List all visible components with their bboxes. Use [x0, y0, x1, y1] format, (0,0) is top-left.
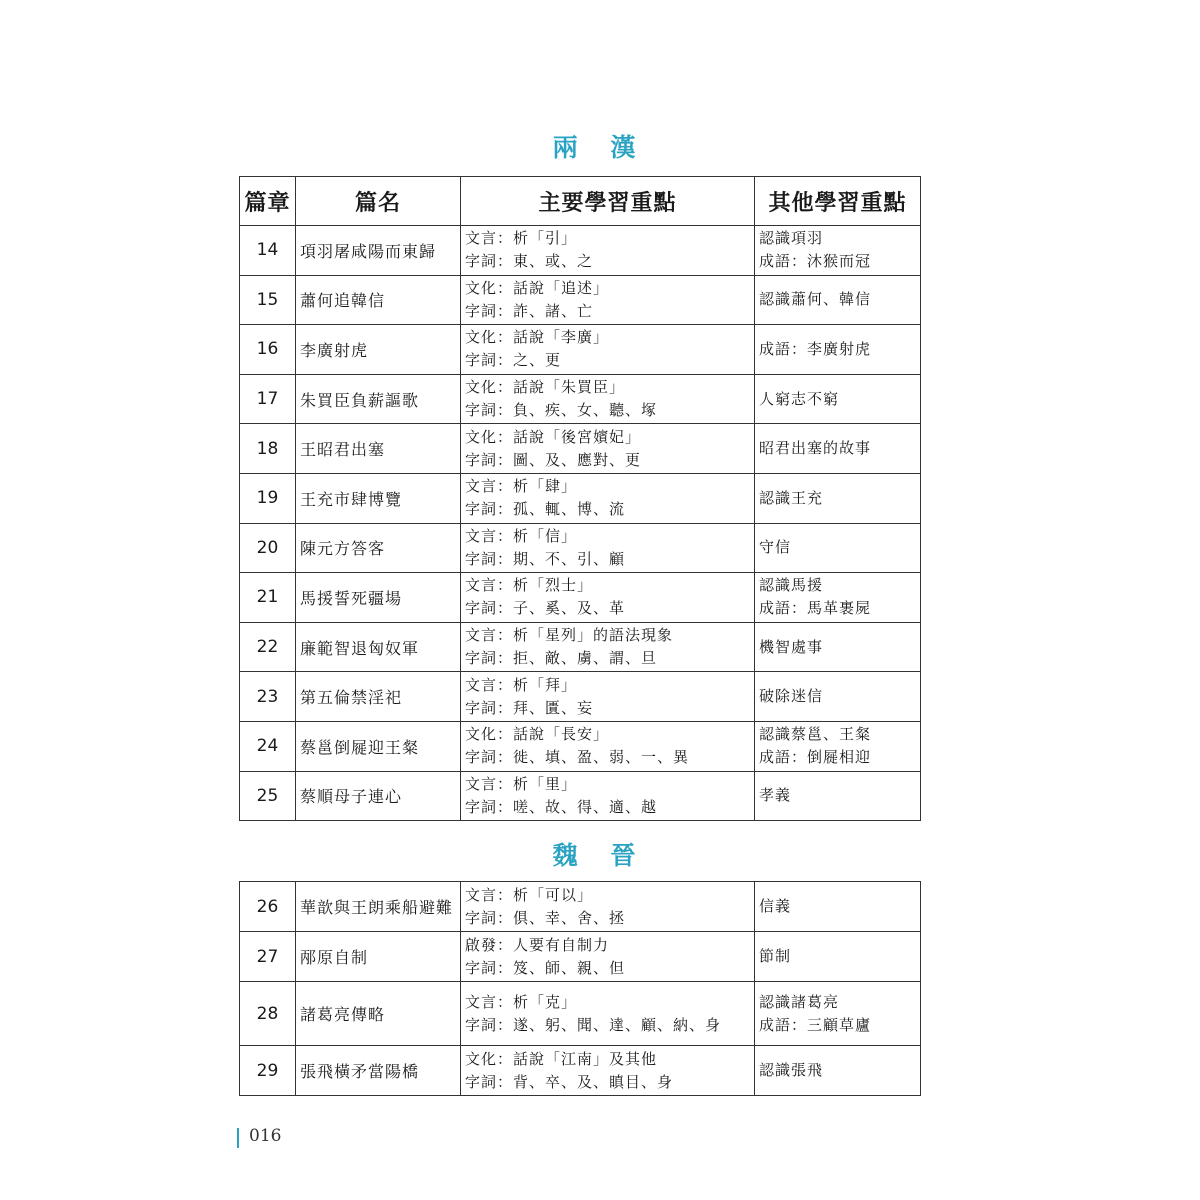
other-focus-cell — [755, 523, 921, 573]
header-title: 篇名 — [296, 177, 461, 226]
table-row — [240, 882, 921, 932]
header-other-focus: 其他學習重點 — [755, 177, 921, 226]
other-focus-cell — [755, 573, 921, 623]
other-focus-line: 認識蕭何、韓信 — [759, 290, 872, 309]
table-row — [240, 473, 921, 523]
chapter-number: 27 — [240, 932, 296, 982]
chapter-title: 陳元方答客 — [296, 523, 461, 573]
table-row — [240, 1046, 921, 1096]
main-focus-line: 字詞：孤、輒、博、流 — [465, 500, 626, 519]
table-row — [240, 275, 921, 325]
other-focus-cell — [755, 721, 921, 771]
main-focus-line: 文言：析「肆」 — [465, 477, 578, 496]
other-focus-cell — [755, 325, 921, 375]
main-focus-line: 字詞：之、更 — [465, 351, 562, 370]
main-focus-line: 字詞：背、卒、及、瞋目、身 — [465, 1072, 674, 1091]
main-focus-line: 文化：話說「李廣」 — [465, 328, 610, 347]
other-focus-line: 認識諸葛亮 — [759, 992, 840, 1011]
main-focus-line: 字詞：遂、躬、聞、達、顧、納、身 — [465, 1015, 722, 1034]
other-focus-line: 成語：李廣射虎 — [759, 339, 872, 358]
main-focus-line: 字詞：詐、諸、亡 — [465, 301, 594, 320]
other-focus-line: 節制 — [759, 947, 792, 965]
table-row — [240, 424, 921, 474]
chapter-number: 21 — [240, 573, 296, 623]
page-number: 016 — [249, 1126, 282, 1146]
main-focus-line: 文言：析「可以」 — [465, 885, 594, 904]
table-row — [240, 374, 921, 424]
main-focus-cell — [461, 424, 755, 474]
main-focus-cell — [461, 622, 755, 672]
chapter-number: 26 — [240, 882, 296, 932]
chapter-number: 24 — [240, 721, 296, 771]
chapter-title: 項羽屠咸陽而東歸 — [296, 226, 461, 276]
main-focus-cell — [461, 226, 755, 276]
main-focus-line: 文言：析「里」 — [465, 774, 578, 793]
table-row — [240, 226, 921, 276]
chapter-number: 15 — [240, 275, 296, 325]
other-focus-cell — [755, 882, 921, 932]
table-row — [240, 325, 921, 375]
main-focus-line: 字詞：期、不、引、顧 — [465, 549, 626, 568]
table-row — [240, 523, 921, 573]
other-focus-line: 認識蔡邕、王粲 — [759, 725, 872, 744]
table-row — [240, 672, 921, 722]
chapter-number: 19 — [240, 473, 296, 523]
chapter-title: 王昭君出塞 — [296, 424, 461, 474]
chapter-number: 16 — [240, 325, 296, 375]
other-focus-cell — [755, 932, 921, 982]
main-focus-cell — [461, 721, 755, 771]
other-focus-line: 成語：三顧草廬 — [759, 1015, 872, 1034]
main-focus-line: 文言：析「拜」 — [465, 675, 578, 694]
section-title-han: 兩 漢 — [552, 133, 648, 162]
other-focus-line: 昭君出塞的故事 — [759, 439, 872, 458]
main-focus-line: 字詞：拒、敵、虜、謂、旦 — [465, 649, 658, 668]
main-focus-cell — [461, 374, 755, 424]
other-focus-line: 人窮志不窮 — [759, 389, 840, 408]
other-focus-line: 成語：馬革裹屍 — [759, 599, 872, 618]
chapter-number: 17 — [240, 374, 296, 424]
other-focus-cell — [755, 622, 921, 672]
main-focus-cell — [461, 982, 755, 1046]
main-focus-cell — [461, 325, 755, 375]
header-chapter: 篇章 — [240, 177, 296, 226]
main-focus-cell — [461, 473, 755, 523]
main-focus-line: 文化：話說「追述」 — [465, 278, 610, 297]
table-row — [240, 721, 921, 771]
chapter-number: 14 — [240, 226, 296, 276]
main-focus-line: 字詞：俱、幸、舍、拯 — [465, 908, 626, 927]
other-focus-line: 機智處事 — [759, 637, 824, 656]
main-focus-line: 字詞：笈、師、親、但 — [465, 958, 626, 977]
main-focus-line: 字詞：圖、及、應對、更 — [465, 450, 642, 469]
main-focus-line: 字詞：東、或、之 — [465, 252, 594, 271]
main-focus-line: 文化：話說「朱買臣」 — [465, 378, 626, 397]
chapter-title: 第五倫禁淫祀 — [296, 672, 461, 722]
other-focus-line: 守信 — [759, 538, 792, 557]
other-focus-cell — [755, 275, 921, 325]
other-focus-cell — [755, 771, 921, 821]
other-focus-cell — [755, 226, 921, 276]
footer-accent-bar — [237, 1128, 239, 1148]
main-focus-line: 文化：話說「江南」及其他 — [465, 1049, 658, 1068]
other-focus-cell — [755, 982, 921, 1046]
han-table — [239, 176, 921, 821]
chapter-number: 29 — [240, 1046, 296, 1096]
chapter-title: 諸葛亮傳略 — [296, 982, 461, 1046]
table-row — [240, 573, 921, 623]
other-focus-cell — [755, 672, 921, 722]
main-focus-line: 字詞：子、奚、及、革 — [465, 599, 626, 618]
other-focus-cell — [755, 374, 921, 424]
chapter-title: 廉範智退匈奴軍 — [296, 622, 461, 672]
table-row — [240, 932, 921, 982]
chapter-number: 20 — [240, 523, 296, 573]
main-focus-line: 字詞：拜、匱、妄 — [465, 698, 594, 717]
other-focus-cell — [755, 424, 921, 474]
main-focus-line: 文言：析「克」 — [465, 992, 578, 1011]
chapter-title: 蔡順母子連心 — [296, 771, 461, 821]
chapter-title: 張飛橫矛當陽橋 — [296, 1046, 461, 1096]
other-focus-line: 信義 — [759, 897, 792, 915]
table-row — [240, 771, 921, 821]
main-focus-cell — [461, 1046, 755, 1096]
main-focus-cell — [461, 275, 755, 325]
main-focus-cell — [461, 573, 755, 623]
table-row — [240, 982, 921, 1046]
chapter-title: 馬援誓死疆場 — [296, 573, 461, 623]
chapter-title: 朱買臣負薪謳歌 — [296, 374, 461, 424]
main-focus-line: 文言：析「引」 — [465, 229, 578, 248]
main-focus-cell — [461, 882, 755, 932]
chapter-number: 23 — [240, 672, 296, 722]
main-focus-line: 啟發：人要有自制力 — [465, 935, 610, 954]
main-focus-cell — [461, 932, 755, 982]
header-main-focus: 主要學習重點 — [461, 177, 755, 226]
other-focus-cell — [755, 473, 921, 523]
other-focus-line: 孝義 — [759, 786, 792, 805]
chapter-title: 蕭何追韓信 — [296, 275, 461, 325]
chapter-number: 18 — [240, 424, 296, 474]
chapter-title: 王充市肆博覽 — [296, 473, 461, 523]
other-focus-line: 認識項羽 — [759, 229, 824, 248]
chapter-number: 22 — [240, 622, 296, 672]
table-row — [240, 622, 921, 672]
chapter-title: 李廣射虎 — [296, 325, 461, 375]
main-focus-line: 文言：析「星列」的語法現象 — [465, 626, 674, 645]
main-focus-cell — [461, 523, 755, 573]
chapter-title: 蔡邕倒屣迎王粲 — [296, 721, 461, 771]
main-focus-line: 字詞：徙、填、盈、弱、一、異 — [465, 748, 690, 767]
other-focus-line: 破除迷信 — [759, 687, 824, 706]
other-focus-cell — [755, 1046, 921, 1096]
weijin-table — [239, 881, 921, 1096]
chapter-title: 華歆與王朗乘船避難 — [296, 882, 461, 932]
other-focus-line: 認識王充 — [759, 488, 824, 507]
other-focus-line: 認識張飛 — [759, 1061, 824, 1079]
section-title-weijin: 魏 晉 — [552, 841, 648, 870]
main-focus-line: 文言：析「信」 — [465, 526, 578, 545]
chapter-title: 邴原自制 — [296, 932, 461, 982]
main-focus-line: 字詞：嗟、故、得、適、越 — [465, 797, 658, 816]
other-focus-line: 成語：沐猴而冠 — [759, 252, 872, 271]
other-focus-line: 成語：倒屣相迎 — [759, 748, 872, 767]
main-focus-line: 文化：話說「後宮嬪妃」 — [465, 427, 642, 446]
main-focus-line: 文言：析「烈士」 — [465, 576, 594, 595]
table-header-row — [240, 177, 921, 226]
chapter-number: 28 — [240, 982, 296, 1046]
main-focus-cell — [461, 672, 755, 722]
main-focus-line: 字詞：負、疾、女、聽、塚 — [465, 401, 658, 420]
other-focus-line: 認識馬援 — [759, 576, 824, 595]
main-focus-cell — [461, 771, 755, 821]
main-focus-line: 文化：話說「長安」 — [465, 725, 610, 744]
chapter-number: 25 — [240, 771, 296, 821]
